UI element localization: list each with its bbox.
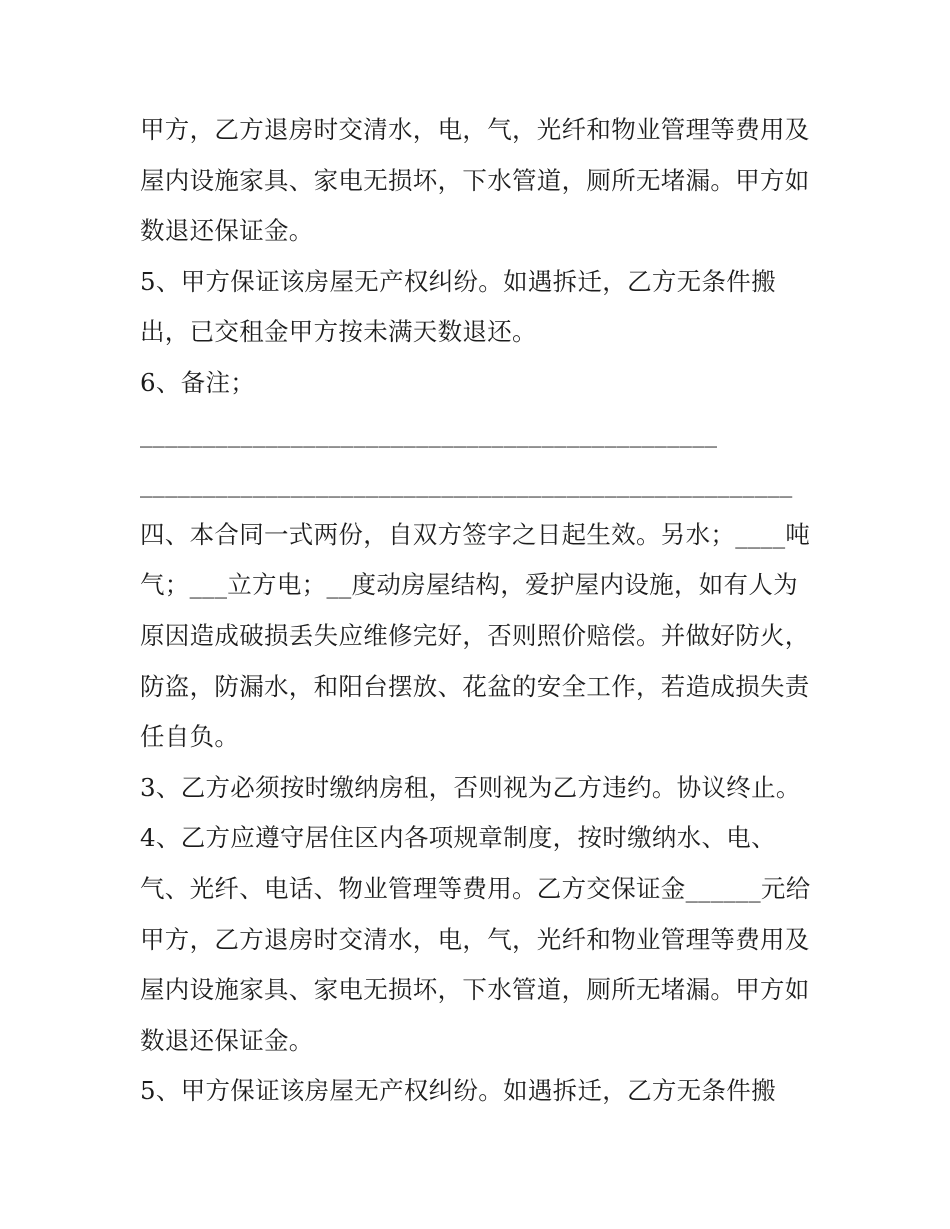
text-line: 屋内设施家具、家电无损坏，下水管道，厕所无堵漏。甲方如 (140, 165, 810, 195)
text-line: 甲方，乙方退房时交清水，电，气，光纤和物业管理等费用及 (140, 924, 810, 954)
blank-line: ______________________________________________ (140, 418, 718, 448)
text-line: 数退还保证金。 (140, 216, 314, 246)
text-line: 甲方，乙方退房时交清水，电，气，光纤和物业管理等费用及 (140, 115, 810, 144)
text-line: 数退还保证金。 (140, 1025, 314, 1055)
blank-line: ____________________________________________________ (140, 469, 793, 499)
text-line: 4、乙方应遵守居住区内各项规章制度，按时缴纳水、电、 (140, 823, 776, 853)
text-line: 6、备注； (140, 367, 256, 397)
text-line: 原因造成破损丢失应维修完好，否则照价赔偿。并做好防火， (140, 620, 810, 650)
text-line: 任自负。 (140, 722, 240, 752)
text-line: 出，已交租金甲方按未满天数退还。 (140, 317, 537, 347)
text-line: 3、乙方必须按时缴纳房租，否则视为乙方违约。协议终止。 (140, 772, 801, 802)
text-line: 气；___立方电；__度动房屋结构，爱护屋内设施，如有人为 (140, 570, 798, 600)
document-body (140, 105, 830, 1117)
text-line: 防盗，防漏水，和阳台摆放、花盆的安全工作，若造成损失责 (140, 671, 810, 701)
text-line: 5、甲方保证该房屋无产权纠纷。如遇拆迁，乙方无条件搬 (140, 266, 776, 296)
text-line: 气、光纤、电话、物业管理等费用。乙方交保证金______元给 (140, 873, 811, 903)
text-line: 四、本合同一式两份，自双方签字之日起生效。另水；____吨 (140, 519, 811, 549)
text-line: 5、甲方保证该房屋无产权纠纷。如遇拆迁，乙方无条件搬 (140, 1076, 776, 1106)
text-line: 屋内设施家具、家电无损坏，下水管道，厕所无堵漏。甲方如 (140, 975, 810, 1005)
